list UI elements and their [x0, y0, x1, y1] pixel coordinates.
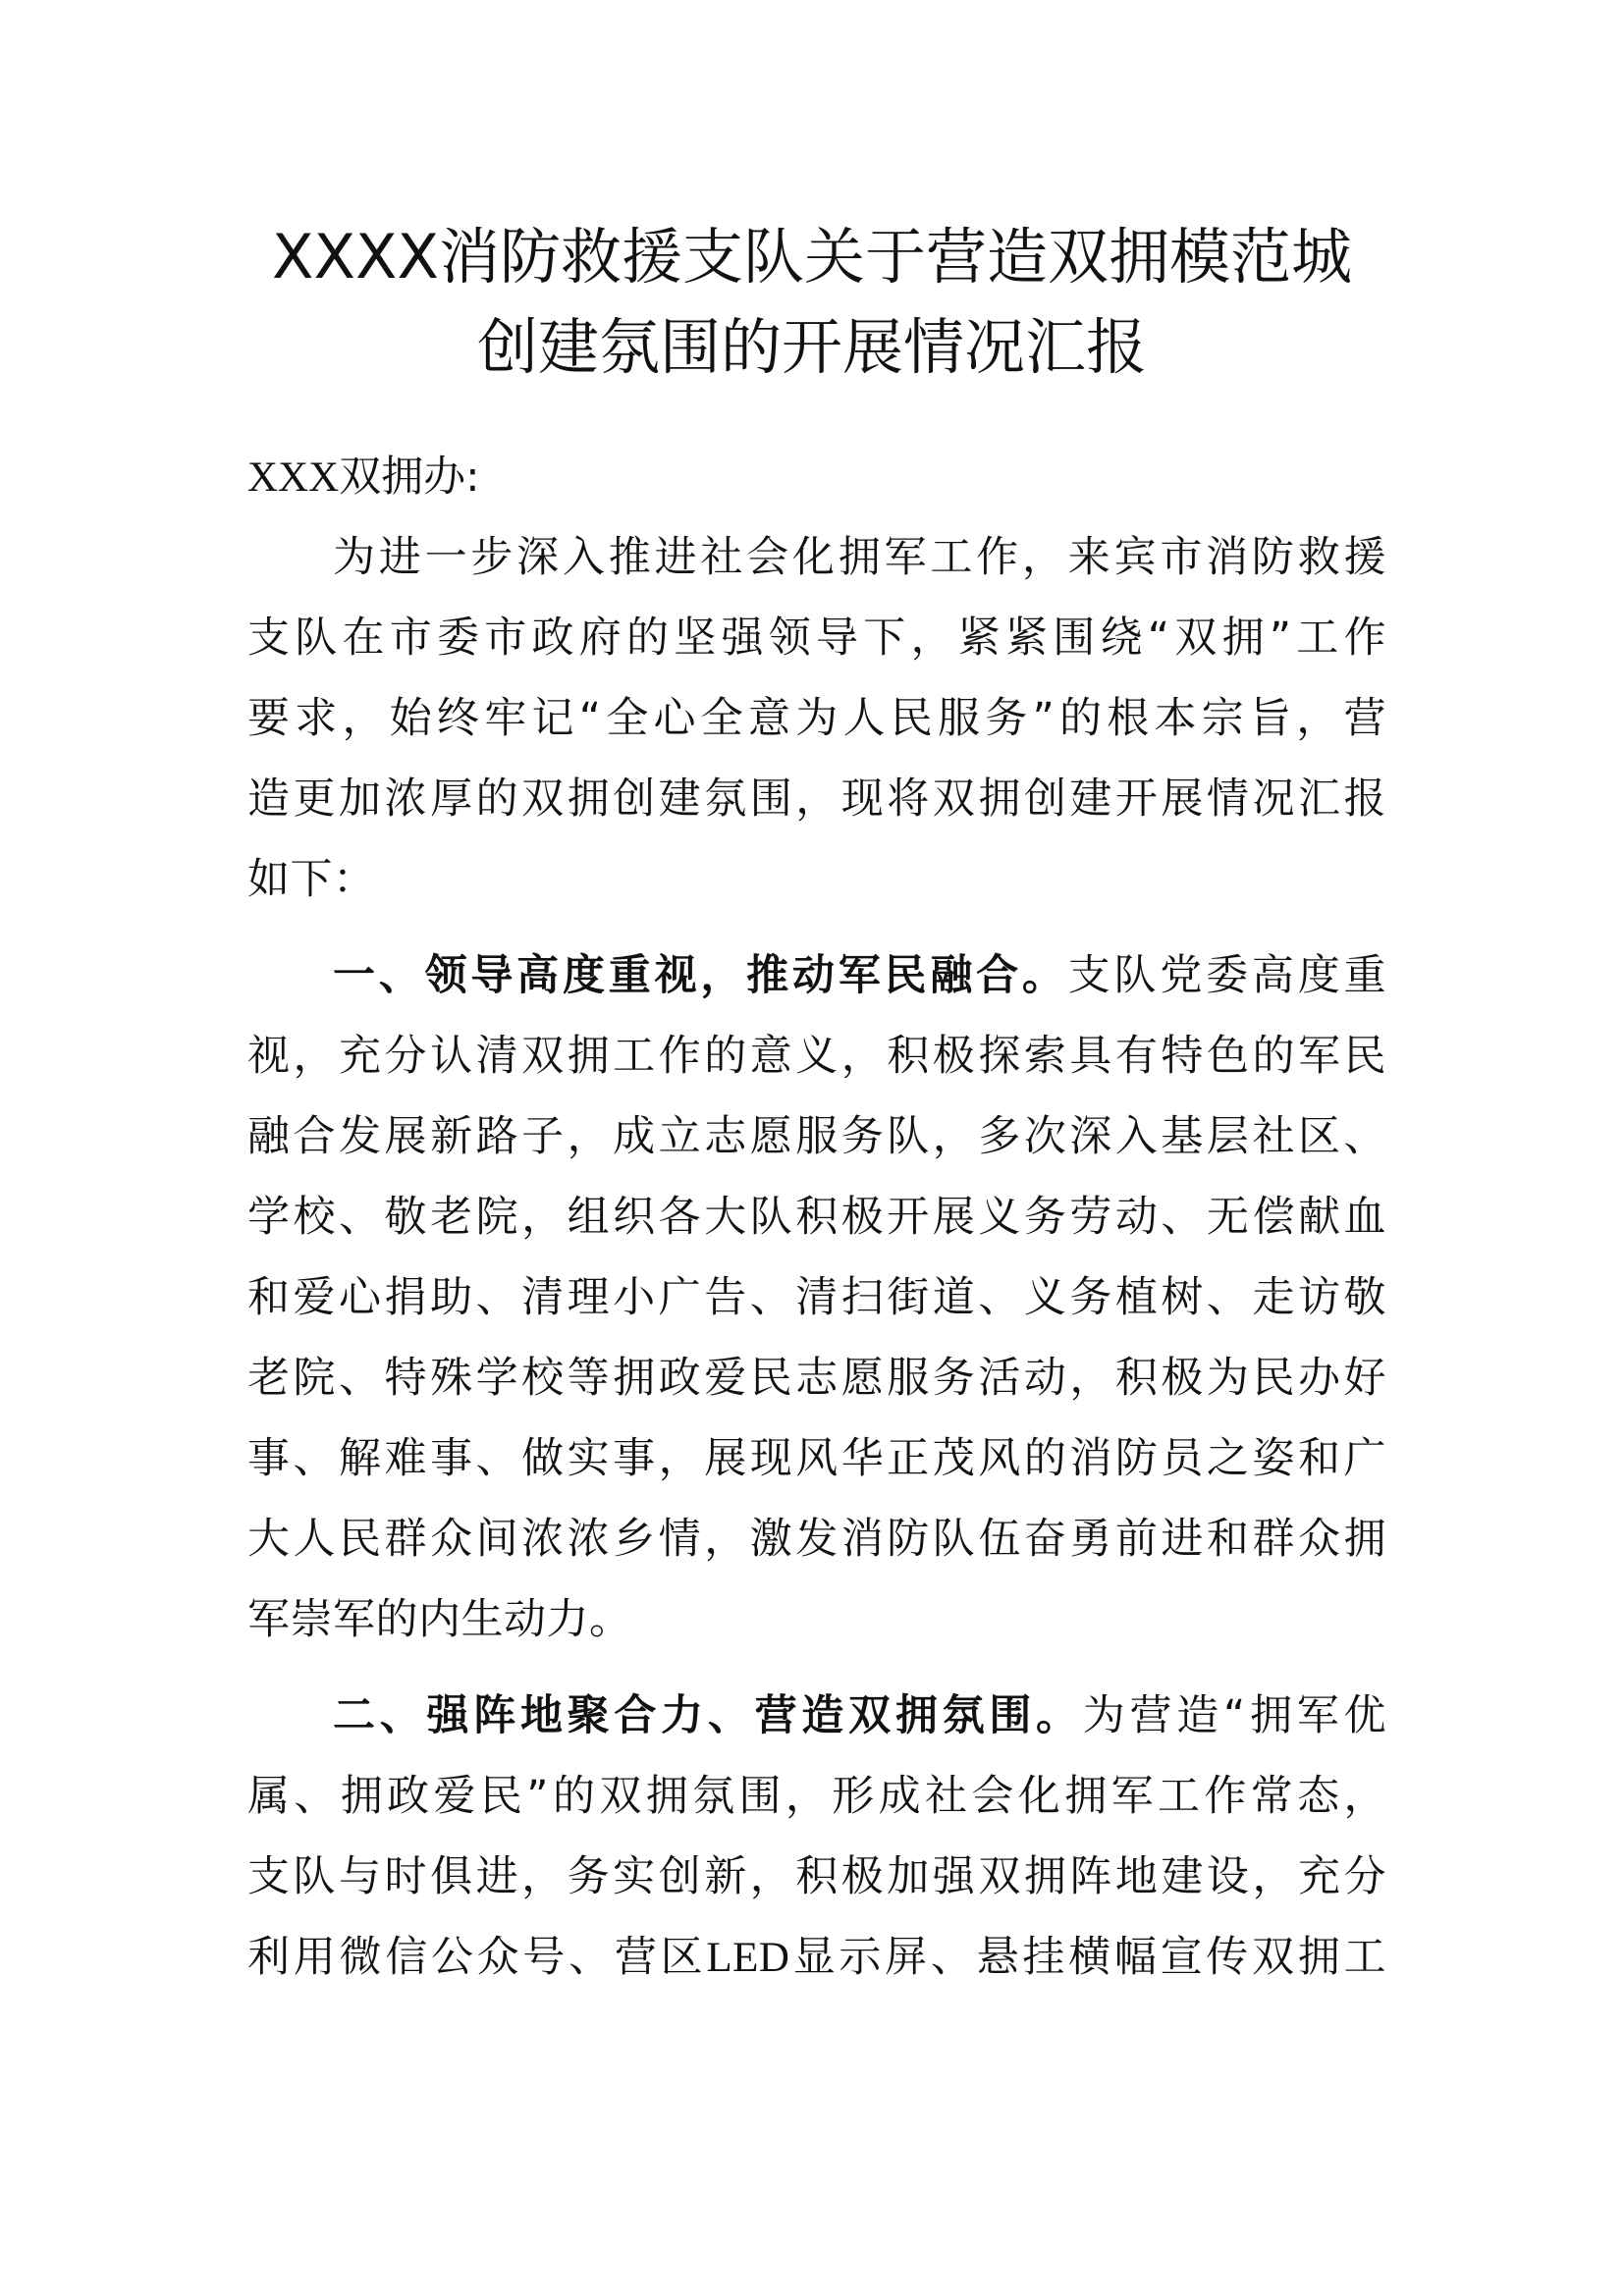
- intro-line-1: 为进一步深入推进社会化拥军工作，来宾市消防救援: [333, 533, 1386, 582]
- section1-line-5: 和爱心捐助、清理小广告、清扫街道、义务植树、走访敬: [247, 1273, 1386, 1322]
- section1-line-2: 视，充分认清双拥工作的意义，积极探索具有特色的军民: [247, 1032, 1386, 1081]
- section2-heading: 二、强阵地聚合力、营造双拥氛围。: [333, 1691, 1083, 1740]
- section2-line-4-part-b: 显示屏、悬挂横幅宣传双拥工: [789, 1933, 1387, 1982]
- section2-line-3: 支队与时俱进，务实创新，积极加强双拥阵地建设，充分: [247, 1852, 1386, 1901]
- salutation-org-name: 双拥办:: [339, 453, 480, 502]
- intro-line-5: 如下：: [247, 855, 376, 904]
- section1-line-4: 学校、敬老院，组织各大队积极开展义务劳动、无偿献血: [247, 1193, 1386, 1242]
- section1-line-3: 融合发展新路子，成立志愿服务队，多次深入基层社区、: [247, 1112, 1386, 1161]
- intro-line-3: 要求，始终牢记“全心全意为人民服务”的根本宗旨，营: [247, 694, 1386, 743]
- section1-line-7: 事、解难事、做实事，展现风华正茂风的消防员之姿和广: [247, 1434, 1386, 1483]
- section2-line-4-part-a: 利用微信公众号、营区: [247, 1933, 707, 1982]
- section2-line-4-latin: LED: [706, 1935, 790, 1981]
- section2-line-4: [247, 1932, 1386, 1984]
- section1-line-9: 军崇军的内生动力。: [247, 1595, 632, 1644]
- intro-line-4: 造更加浓厚的双拥创建氛围，现将双拥创建开展情况汇报: [247, 774, 1386, 824]
- section1-line-1-rest: 支队党委高度重: [1067, 951, 1387, 1000]
- document-title-line-2: 创建氛围的开展情况汇报: [476, 311, 1147, 383]
- section1-heading: 一、领导高度重视，推动军民融合。: [333, 951, 1068, 1000]
- intro-line-2: 支队在市委市政府的坚强领导下，紧紧围绕“双拥”工作: [247, 614, 1386, 663]
- section1-line-6: 老院、特殊学校等拥政爱民志愿服务活动，积极为民办好: [247, 1354, 1386, 1403]
- document-title-line-1: XXXX消防救援支队关于营造双拥模范城: [272, 221, 1352, 293]
- salutation-org-code: XXX: [247, 454, 340, 501]
- section2-line-2: 属、拥政爱民”的双拥氛围，形成社会化拥军工作常态，: [247, 1772, 1386, 1821]
- section2-line-1-rest: 为营造“拥军优: [1082, 1691, 1386, 1740]
- section2-line-1: [333, 1690, 1386, 1741]
- section1-line-8: 大人民群众间浓浓乡情，激发消防队伍奋勇前进和群众拥: [247, 1515, 1386, 1564]
- salutation: [247, 452, 480, 504]
- section1-line-1: [333, 950, 1386, 1001]
